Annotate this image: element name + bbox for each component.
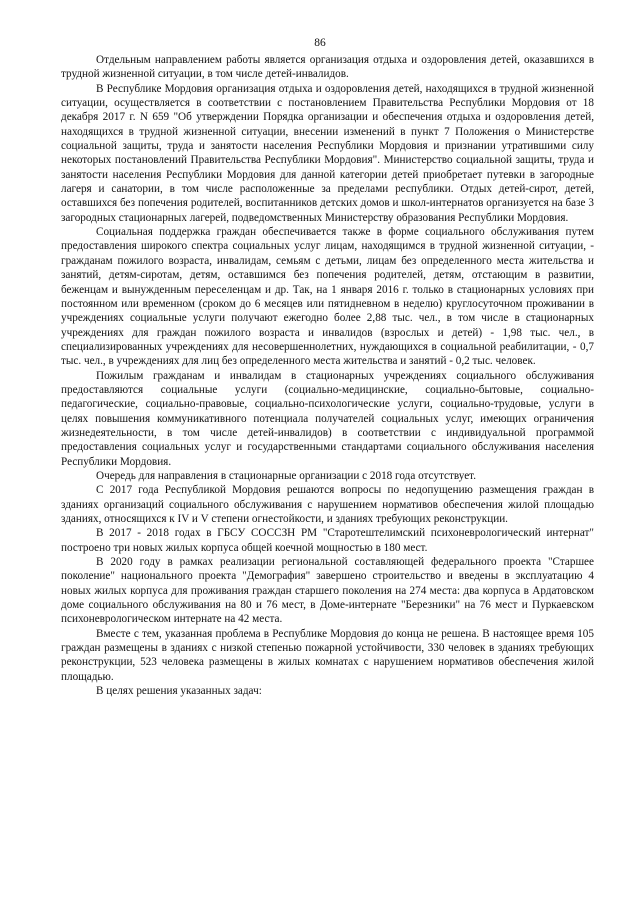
paragraph-social-services: Социальная поддержка граждан обеспечивается также в форме социального обслуживания путем предоставления широкого спектра социальных услуг лицам, находящимся в трудной жизненной ситуации, - гражданам пожилого возраста, инвалидам, семьям с детьми, лицам без определенного места жительства и занятий, детям-сиротам, детям, оставшимся без попечения родителей, детям, отстающим в развитии, беженцам и вынужденным переселенцам и др. Так, на 1 января 2016 г. только в стационарных условиях при постоянном или временном (сроком до 6 месяцев или пятидневном в неделю) круглосуточном проживании в учреждениях социальные услуги получают ежегодно более 2,88 тыс. чел., в том числе в стационарных учреждениях для граждан пожилого возраста и инвалидов (взрослых и детей) - 1,98 тыс. чел., в специализированных учреждениях для несовершеннолетних, нуждающихся в социальной реабилитации, - 0,7 тыс. чел., в учреждениях для лиц без определенного места жительства и занятий - 0,2 тыс. человек. (61, 226, 594, 368)
paragraph-queue: Очередь для направления в стационарные организации с 2018 года отсутствует. (96, 469, 477, 482)
paragraph-children-rest: Отдельным направлением работы является организация отдыха и оздоровления детей, оказавшихся в трудной жизненной ситуации, в том числе детей-инвалидов. (61, 54, 594, 81)
paragraph-remaining-problem: Вместе с тем, указанная проблема в Республике Мордовия до конца не решена. В настоящее время 105 граждан размещены в зданиях с низкой степенью пожарной устойчивости, 330 человек в зданиях требующих реконструкции, 523 человека размещены в жилых комнатах с нарушением нормативов обеспечения жилой площадью. (61, 627, 594, 683)
paragraph-building-standards: С 2017 года Республикой Мордовия решаются вопросы по недопущению размещения граждан в зданиях организаций социального обслуживания с нарушением нормативов обеспечения жилой площадью зданиях, относящихся к IV и V степени огнестойкости, и зданиях требующих реконструкции. (61, 484, 594, 525)
page-number: 86 (314, 37, 326, 49)
paragraph-elderly-services: Пожилым гражданам и инвалидам в стационарных учреждениях социального обслуживания предоставляются социальные услуги (социально-медицинские, социально-бытовые, социально-педагогические, социально-правовые, социально-психологические услуги, социально-трудовые, услуги в целях повышения коммуникативного потенциала получателей социальных услуг, имеющих ограничения жизнедеятельности, в том числе детей-инвалидов) в соответствии с индивидуальной программой предоставления социальных услуг и государственными стандартами социального обслуживания населения Республики Мордовия. (61, 369, 594, 468)
paragraph-rest-organization: В Республике Мордовия организация отдыха и оздоровления детей, находящихся в трудной жизненной ситуации, осуществляется в соответствии с постановлением Правительства Республики Мордовия от 18 декабря 2017 г. N 659 "Об утверждении Порядка организации и обеспечения отдыха и оздоровления детей, находящихся в трудной жизненной ситуации, внесении изменений в пункт 7 Положения о Министерстве социальной защиты, труда и занятости населения Республики Мордовия и признании утратившими силу некоторых постановлений Правительства Республики Мордовия". Министерство социальной защиты, труда и занятости населения Республики Мордовия для данной категории детей приобретает путевки в загородные лагеря и санатории, в том числе расположенные за пределами республики. Отдых детей-сирот, детей, оставшихся без попечения родителей, воспитанников детских домов и школ-интернатов организуется на базе 3 загородных стационарных лагерей, подведомственных Министерству образования Республики Мордовия. (61, 82, 594, 224)
paragraph-tasks-intro: В целях решения указанных задач: (96, 685, 262, 698)
paragraph-new-buildings-2017: В 2017 - 2018 годах в ГБСУ СОССЗН РМ "Старотештелимский психоневрологический интернат" построено три новых жилых корпуса общей коечной мощностью в 180 мест. (61, 527, 594, 554)
paragraph-new-buildings-2020: В 2020 году в рамках реализации региональной составляющей федерального проекта "Старшее поколение" национального проекта "Демография" завершено строительство и введены в эксплуатацию 4 новых жилых корпуса для проживания граждан старшего поколения на 274 места: два корпуса в Ардатовском доме социального обслуживания на 80 и 76 мест, в Доме-интернате "Березники" на 76 мест и Пуркаевском психоневрологическом интернате на 42 места. (61, 556, 594, 626)
page-body (61, 53, 594, 698)
